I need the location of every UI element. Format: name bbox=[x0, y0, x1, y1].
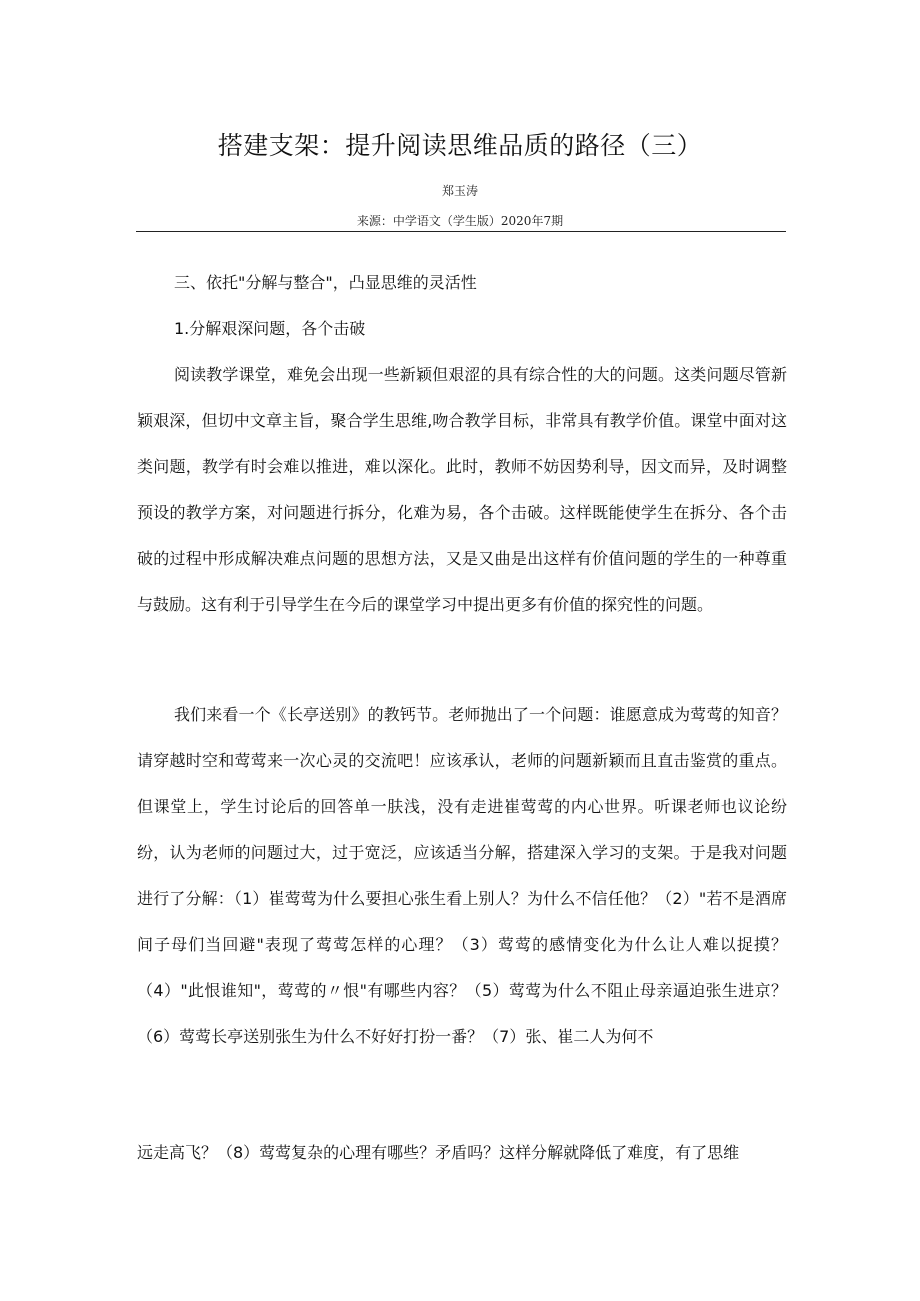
paragraph: 远走高飞？（8）莺莺复杂的心理有哪些？矛盾吗？这样分解就降低了难度，有了思维 bbox=[137, 1143, 740, 1162]
paragraph: 阅读教学课堂，难免会出现一些新颖但艰涩的具有综合性的大的问题。这类问题尽管新颖艰深，但切中文章主旨，聚合学生思维,吻合教学目标，非常具有教学价值。课堂中面对这类问题，教学有时会难以推进，难以深化。此时，教师不妨因势利导，因文而异，及时调整预设的教学方案，对问题进行拆分，化难为易，各个击破。这样既能使学生在拆分、各个击破的过程中形成解决难点问题的思想方法，又是又曲是出这样有价值问题的学生的一种尊重与鼓励。这有利于引导学生在今后的课堂学习中提出更多有价值的探究性的问题。 bbox=[137, 365, 787, 614]
page-title: 搭建支架：提升阅读思维品质的路径（三） bbox=[217, 131, 703, 160]
section-heading: 三、依托"分解与整合"，凸显思维的灵活性 bbox=[174, 273, 477, 292]
source-line: 来源：中学语文（学生版）2020年7期 bbox=[356, 214, 564, 228]
sub-heading: 1.分解艰深问题，各个击破 bbox=[174, 319, 366, 338]
paragraph: 我们来看一个《长亭送别》的教钙节。老师抛出了一个问题：谁愿意成为莺莺的知音？请穿越时空和莺莺来一次心灵的交流吧！应该承认，老师的问题新颖而且直击鉴赏的重点。但课堂上，学生讨论后的回答单一肤浅，没有走进崔莺莺的内心世界。听课老师也议论纷纷，认为老师的问题过大，过于宽泛，应该适当分解，搭建深入学习的支架。于是我对问题进行了分解：（1）崔莺莺为什么要担心张生看上别人？为什么不信任他？（2）"若不是酒席间子母们当回避"表现了莺莺怎样的心理？（3）莺莺的感情变化为什么让人难以捉摸？（4）"此恨谁知"，莺莺的〃恨"有哪些内容？（5）莺莺为什么不阻止母亲逼迫张生进京？（6）莺莺长亭送别张生为什么不好好打扮一番？（7）张、崔二人为何不 bbox=[137, 705, 787, 1046]
author-name: 郑玉涛 bbox=[441, 184, 478, 198]
header-divider bbox=[136, 231, 786, 232]
